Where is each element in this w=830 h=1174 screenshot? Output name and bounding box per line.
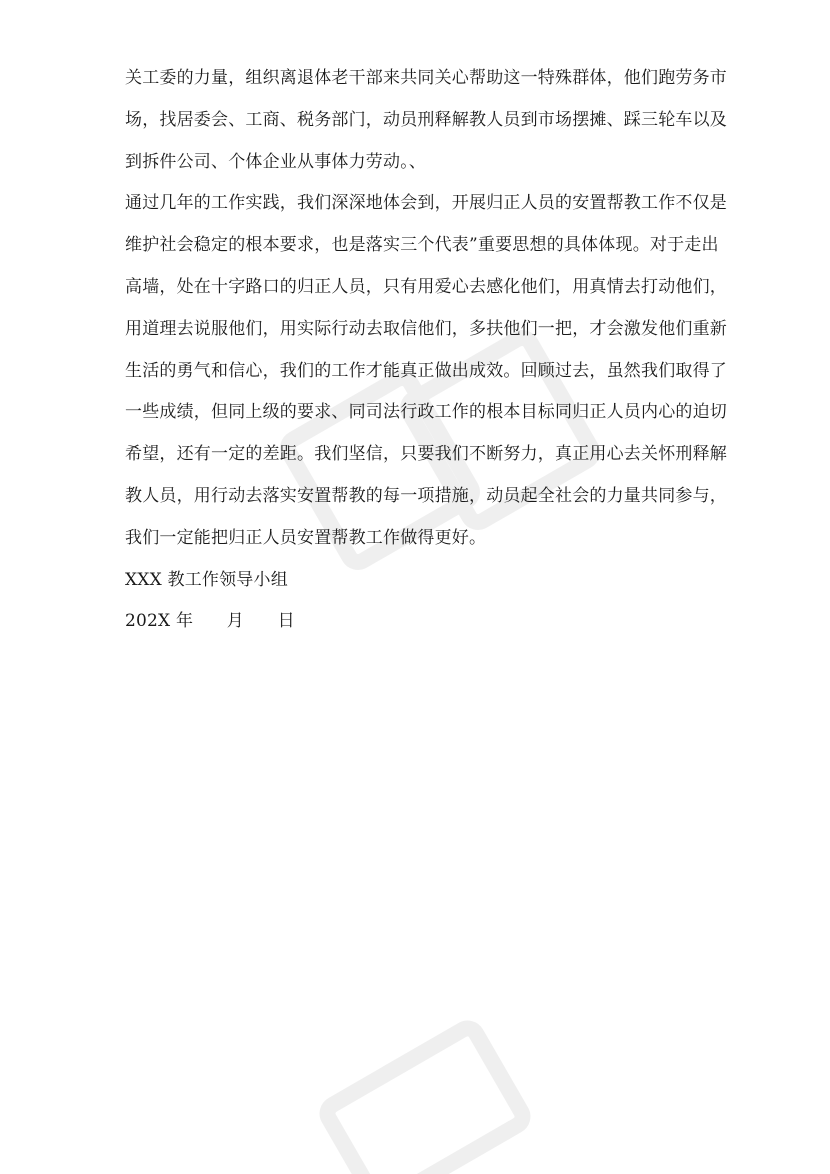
paragraph-1-line: 场，找居委会、工商、税务部门，动员刑释解教人员到市场摆摊、踩三轮车以及 [125,109,727,130]
paragraph-2-line: 高墙，处在十字路口的归正人员，只有用爱心去感化他们，用真情去打动他们， [125,276,727,297]
paragraph-2-line: 维护社会稳定的根本要求，也是落实三个代表”重要思想的具体体现。对于走出 [125,235,719,256]
paragraph-2-line: 我们一定能把归正人员安置帮教工作做得更好。 [125,527,487,548]
signature: XXX 教工作领导小组 [125,569,288,590]
paragraph-1 [125,58,727,183]
document-body [125,58,727,643]
paragraph-2-line: 用道理去说服他们，用实际行动去取信他们，多扶他们一把，才会激发他们重新 [125,318,727,339]
paragraph-2 [125,183,727,559]
paragraph-1-line: 关工委的力量，组织离退体老干部来共同关心帮助这一特殊群体，他们跑劳务市 [125,68,727,88]
paragraph-2-line: 一些成绩，但同上级的要求、同司法行政工作的根本目标同归正人员内心的迫切 [125,402,727,423]
paragraph-1-line: 到拆件公司、个体企业从事体力劳动。、 [125,151,427,172]
paragraph-2-line: 通过几年的工作实践，我们深深地体会到，开展归正人员的安置帮教工作不仅是 [125,193,727,214]
paragraph-2-line: 教人员，用行动去落实安置帮教的每一项措施，动员起全社会的力量共同参与， [125,485,727,506]
paragraph-2-line: 希望，还有一定的差距。我们坚信，只要我们不断努力，真正用心去关怀刑释解 [125,444,727,465]
date-line: 202X 年 月 日 [125,611,295,632]
paragraph-2-line: 生活的勇气和信心，我们的工作才能真正做出成效。回顾过去，虽然我们取得了 [125,360,727,381]
